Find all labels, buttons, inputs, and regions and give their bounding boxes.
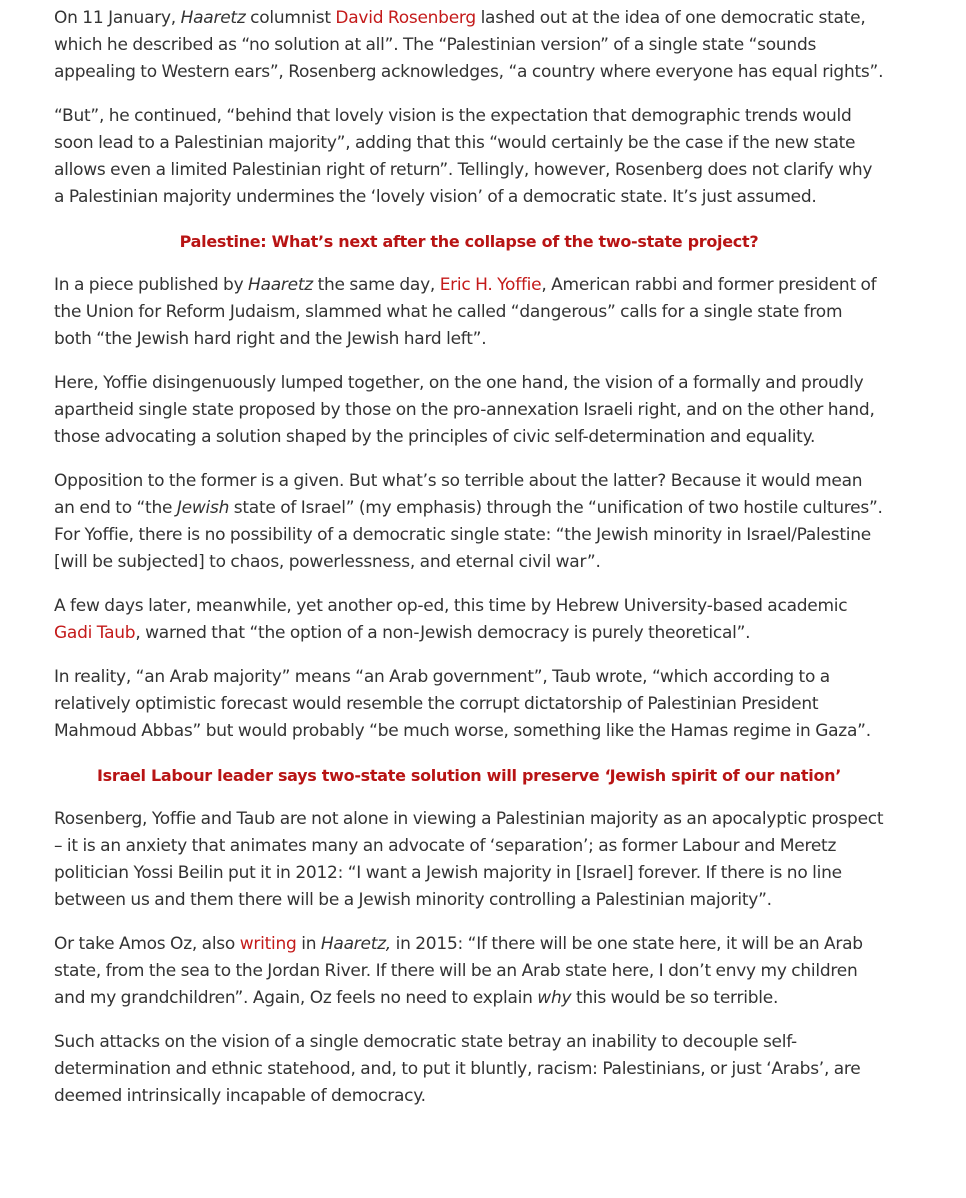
paragraph-9: Or take Amos Oz, also writing in Haaretz, in 2015: “If there will be one state here, it will be an Arab state, from the sea to the Jordan River. If there will be an Arab state here, I don’t envy my children and my grandchildren”. Again, Oz feels no need to explain why this would be so terrible. — [54, 934, 863, 1008]
related-article-link-1[interactable]: Palestine: What’s next after the collapse of the two-state project? — [179, 232, 759, 251]
paragraph-1: On 11 January, Haaretz columnist David Rosenberg lashed out at the idea of one democratic state, which he described as “no solution at all”. The “Palestinian version” of a single state “sounds appealing to Western ears”, Rosenberg acknowledges, “a country where everyone has equal rights”. — [54, 8, 884, 82]
publication-name: Haaretz — [248, 275, 313, 295]
publication-name: Haaretz — [180, 8, 246, 28]
paragraph-7: In reality, “an Arab majority” means “an Arab government”, Taub wrote, “which according to a relatively optimistic forecast would resemble the corrupt dictatorship of Palestinian President Mahmoud Abbas” but would probably “be much worse, something like the Hamas regime in Gaza”. — [54, 667, 871, 741]
paragraph-6: A few days later, meanwhile, yet another op-ed, this time by Hebrew University-based academic Gadi Taub, warned that “the option of a non-Jewish democracy is purely theoretical”. — [54, 596, 848, 643]
emphasis: why — [537, 988, 572, 1008]
link-gadi-taub[interactable]: Gadi Taub — [54, 623, 136, 643]
paragraph-4: Here, Yoffie disingenuously lumped together, on the one hand, the vision of a formally and proudly apartheid single state proposed by those on the pro-annexation Israeli right, and on the other hand, those advocating a solution shaped by the principles of civic self-determination and equality. — [54, 373, 875, 447]
paragraph-5: Opposition to the former is a given. But what’s so terrible about the latter? Because it would mean an end to “the Jewish state of Israel” (my emphasis) through the “unification of two hostile cultures”. For Yoffie, there is no possibility of a democratic single state: “the Jewish minority in Israel/Palestine [will be subjected] to chaos, powerlessness, and eternal civil war”. — [54, 471, 883, 572]
paragraph-3: In a piece published by Haaretz the same day, Eric H. Yoffie, American rabbi and former president of the Union for Reform Judaism, slammed what he called “dangerous” calls for a single state from both “the Jewish hard right and the Jewish hard left”. — [54, 275, 877, 349]
paragraph-10: Such attacks on the vision of a single democratic state betray an inability to decouple self-determination and ethnic statehood, and, to put it bluntly, racism: Palestinians, or just ‘Arabs’, are deemed intrinsically incapable of democracy. — [54, 1032, 861, 1106]
emphasis: Jewish — [176, 498, 230, 518]
paragraph-8: Rosenberg, Yoffie and Taub are not alone in viewing a Palestinian majority as an apocalyptic prospect – it is an anxiety that animates many an advocate of ‘separation’; as former Labour and Meretz politician Yossi Beilin put it in 2012: “I want a Jewish majority in [Israel] forever. If there is no line between us and them there will be a Jewish minority controlling a Palestinian majority”. — [54, 809, 884, 910]
link-eric-yoffie[interactable]: Eric H. Yoffie — [439, 275, 542, 295]
paragraph-2: “But”, he continued, “behind that lovely vision is the expectation that demographic trends would soon lead to a Palestinian majority”, adding that this “would certainly be the case if the new state allows even a limited Palestinian right of return”. Tellingly, however, Rosenberg does not clarify why a Palestinian majority undermines the ‘lovely vision’ of a democratic state. It’s just assumed. — [54, 106, 873, 207]
publication-name: Haaretz, — [320, 934, 391, 954]
related-article-link-2[interactable]: Israel Labour leader says two-state solution will preserve ‘Jewish spirit of our nation’ — [96, 766, 842, 785]
link-david-rosenberg[interactable]: David Rosenberg — [335, 8, 476, 28]
link-writing[interactable]: writing — [239, 934, 297, 954]
